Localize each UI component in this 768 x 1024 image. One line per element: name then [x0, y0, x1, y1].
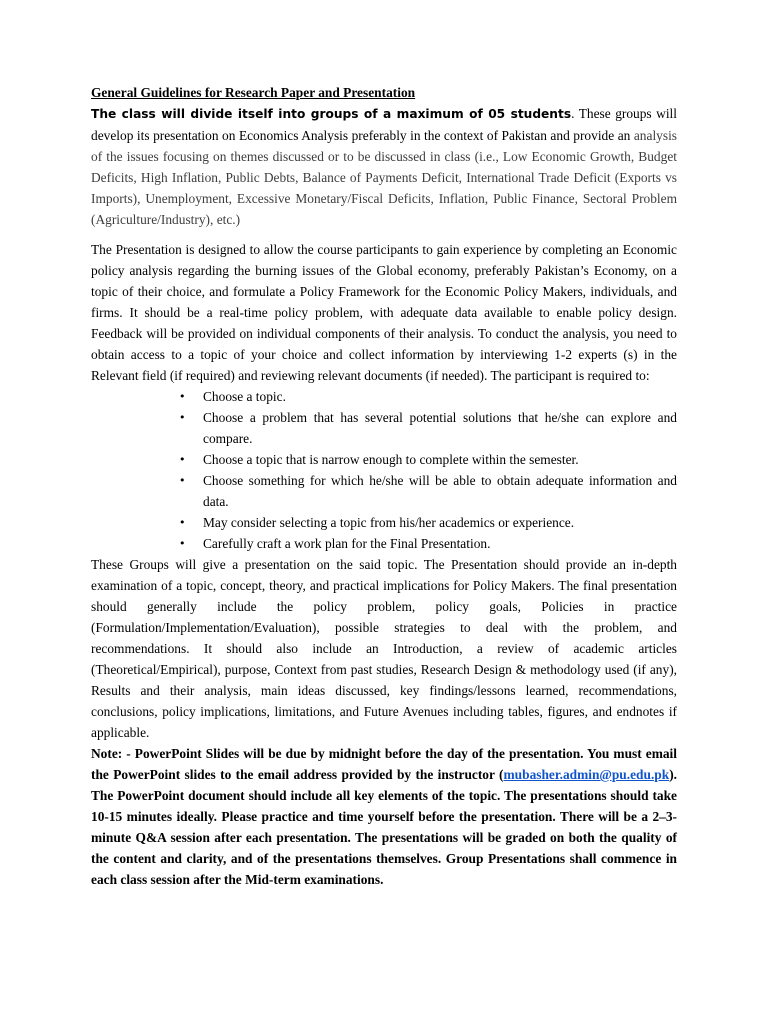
list-item — [179, 407, 677, 449]
bullet-icon: • — [179, 516, 186, 529]
intro-text: . These groups will develop its presentation on Economics Analysis preferably in the context of Pakistan and provide an — [91, 106, 677, 143]
bullet-icon: • — [179, 390, 186, 403]
list-item-text: Choose a topic. — [203, 389, 286, 404]
list-item-text: Choose a problem that has several potential solutions that he/she can explore and compare. — [203, 410, 677, 446]
intro-bold-lead: The class will divide itself into groups of a maximum of 05 students — [91, 107, 572, 121]
note-paragraph — [91, 743, 677, 890]
bullet-icon: • — [179, 453, 186, 466]
note-text-part2: ). The PowerPoint document should include all key elements of the topic. The presentations should take 10-15 minutes ideally. Please practice and time yourself before the presentation. There will be a 2–3-minute Q&A session after each presentation. The presentations will be graded on both the quality of the content and clarity, and of the presentations themselves. Group Presentations shall commence in each class session after the Mid-term examinations. — [91, 767, 677, 887]
list-item — [179, 386, 677, 407]
presentation-description-paragraph: The Presentation is designed to allow the course participants to gain experience by completing an Economic policy analysis regarding the burning issues of the Global economy, preferably Pakistan’s Economy, on a topic of their choice, and formulate a Policy Framework for the Economic Policy Makers, individuals, and firms. It should be a real-time policy problem, with adequate data available to enable policy design. Feedback will be provided on individual components of their analysis. To conduct the analysis, you need to obtain access to a topic of your choice and collect information by interviewing 1-2 experts (s) in the Relevant field (if required) and reviewing relevant documents (if needed). The participant is required to: — [91, 242, 677, 383]
requirements-list — [91, 386, 677, 554]
document-page — [91, 82, 677, 890]
list-item-text: Choose something for which he/she will be able to obtain adequate information and data. — [203, 473, 677, 509]
list-item-text: Choose a topic that is narrow enough to complete within the semester. — [203, 452, 579, 467]
bullet-icon: • — [179, 474, 186, 487]
bullet-icon: • — [179, 537, 186, 550]
bullet-icon: • — [179, 411, 186, 424]
list-item-text: May consider selecting a topic from his/her academics or experience. — [203, 515, 575, 530]
intro-paragraph — [91, 103, 677, 230]
list-item — [179, 449, 677, 470]
final-presentation-paragraph: These Groups will give a presentation on the said topic. The Presentation should provide an in-depth examination of a topic, concept, theory, and practical implications for Policy Makers. The final presentation should generally include the policy problem, policy goals, Policies in practice (Formulation/Implementation/Evaluation), possible strategies to deal with the problem, and recommendations. It should also include an Introduction, a review of academic articles (Theoretical/Empirical), purpose, Context from past studies, Research Design & methodology used (if any), Results and their analysis, main ideas discussed, key findings/lessons learned, recommendations, conclusions, policy implications, limitations, and Future Avenues including tables, figures, and endnotes if applicable. — [91, 557, 677, 740]
instructor-email-link[interactable]: mubasher.admin@pu.edu.pk — [503, 767, 670, 782]
list-item-text: Carefully craft a work plan for the Final Presentation. — [203, 536, 491, 551]
list-item — [179, 512, 677, 533]
list-item — [179, 470, 677, 512]
intro-themes-text: analysis of the issues focusing on themes discussed or to be discussed in class (i.e., Low Economic Growth, Budget Deficits, High Inflation, Public Debts, Balance of Payments Deficit, International Trade Deficit (Exports vs Imports), Unemployment, Excessive Monetary/Fiscal Deficits, Inflation, Public Finance, Sectoral Problem (Agriculture/Industry), etc.) — [91, 128, 677, 227]
note-text-part1: Note: - PowerPoint Slides will be due by midnight before the day of the presentation. You must email the PowerPoint slides to the email address provided by the instructor ( — [91, 746, 677, 782]
document-heading: General Guidelines for Research Paper and Presentation — [91, 85, 416, 100]
list-item — [179, 533, 677, 554]
